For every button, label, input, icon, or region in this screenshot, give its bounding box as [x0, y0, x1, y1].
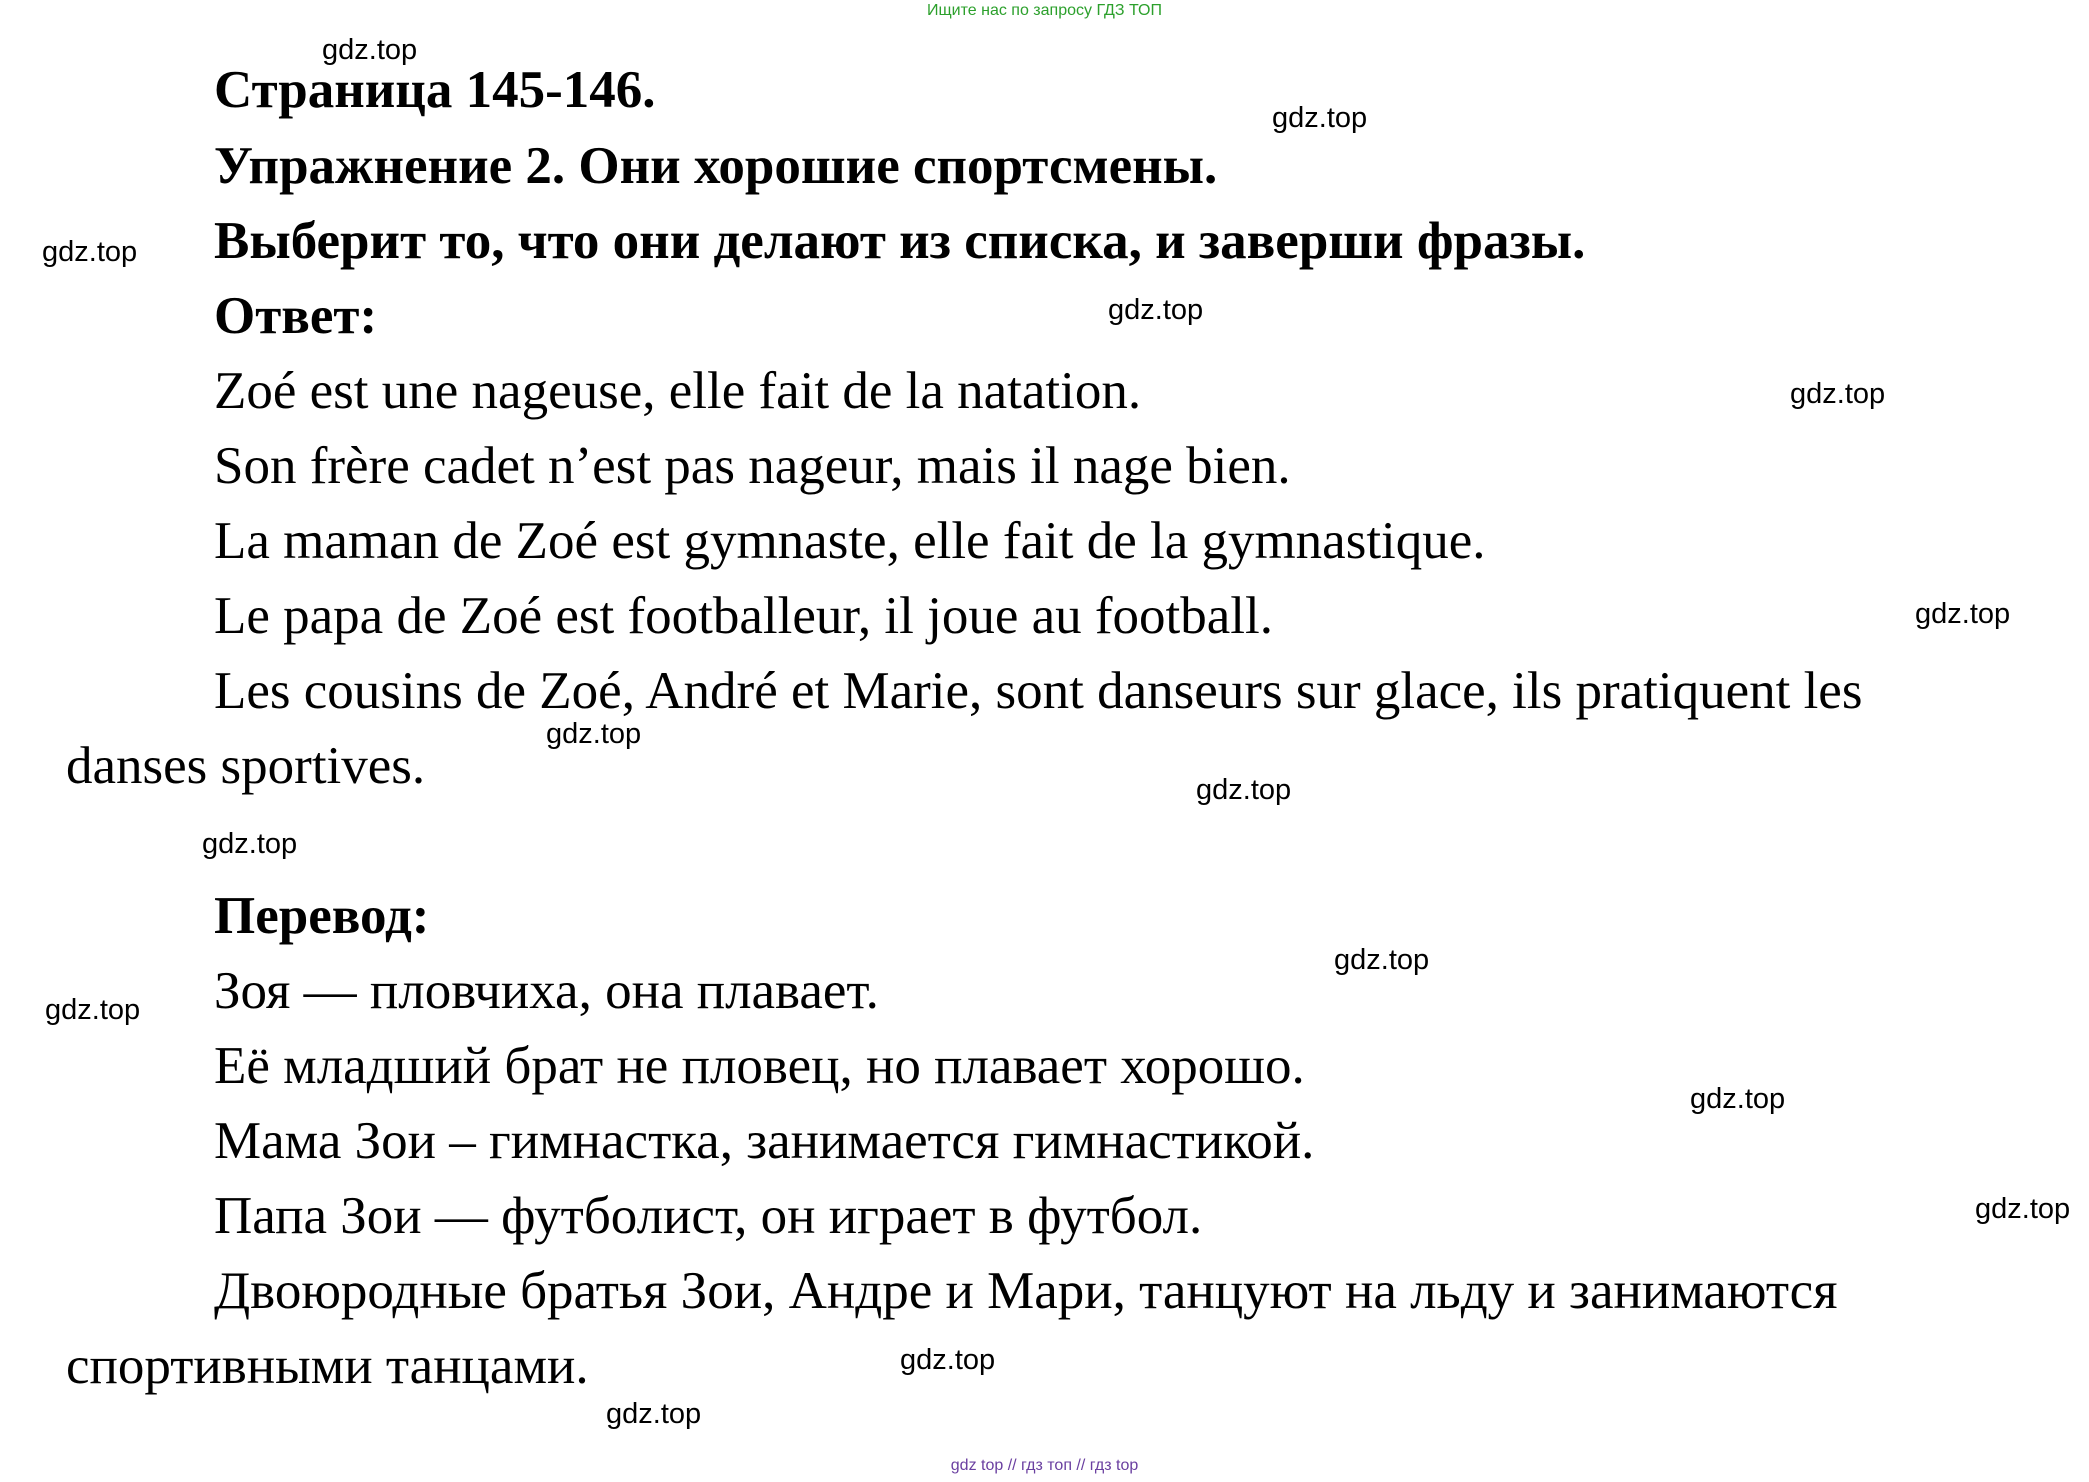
translation-line-1: Зоя — пловчиха, она плавает. [214, 962, 879, 1020]
answer-line-2: Son frère cadet n’est pas nageur, mais il nage bien. [214, 437, 1291, 495]
footer: gdz top // гдз топ // гдз top [950, 1457, 1139, 1474]
translation-line-5b: спортивными танцами. [66, 1337, 589, 1395]
watermark: gdz.top [1196, 774, 1292, 806]
watermark: gdz.top [1690, 1083, 1786, 1115]
translation-label: Перевод: [214, 887, 430, 945]
watermark: gdz.top [1790, 378, 1886, 410]
task-text: Выберит то, что они делают из списка, и заверши фразы. [214, 212, 1586, 270]
answer-line-4: Le papa de Zoé est footballeur, il joue au football. [214, 587, 1273, 645]
watermark: gdz.top [45, 994, 141, 1026]
answer-line-5b: danses sportives. [66, 737, 426, 795]
translation-line-5a: Двоюродные братья Зои, Андре и Мари, танцуют на льду и занимаются [214, 1262, 1838, 1320]
watermark: gdz.top [202, 828, 298, 860]
translation-line-4: Папа Зои — футболист, он играет в футбол. [214, 1187, 1203, 1245]
watermark: gdz.top [1272, 102, 1368, 134]
page-title: Страница 145-146. [214, 61, 656, 119]
watermark: gdz.top [1975, 1193, 2071, 1225]
top-banner: Ищите нас по запросу ГДЗ ТОП [927, 2, 1162, 19]
watermark: gdz.top [1108, 294, 1204, 326]
watermark: gdz.top [1334, 944, 1430, 976]
watermark: gdz.top [900, 1344, 996, 1376]
answer-line-1: Zoé est une nageuse, elle fait de la natation. [214, 362, 1142, 420]
watermark: gdz.top [322, 34, 418, 66]
translation-line-2: Её младший брат не пловец, но плавает хорошо. [214, 1037, 1305, 1095]
watermark: gdz.top [546, 718, 642, 750]
watermark: gdz.top [1915, 598, 2011, 630]
watermark: gdz.top [606, 1398, 702, 1430]
answer-line-3: La maman de Zoé est gymnaste, elle fait de la gymnastique. [214, 512, 1486, 570]
translation-line-3: Мама Зои – гимнастка, занимается гимнастикой. [214, 1112, 1315, 1170]
answer-label: Ответ: [214, 287, 378, 345]
exercise-title: Упражнение 2. Они хорошие спортсмены. [214, 137, 1218, 195]
answer-line-5a: Les cousins de Zoé, André et Marie, sont danseurs sur glace, ils pratiquent les [214, 662, 1863, 720]
watermark: gdz.top [42, 236, 138, 268]
